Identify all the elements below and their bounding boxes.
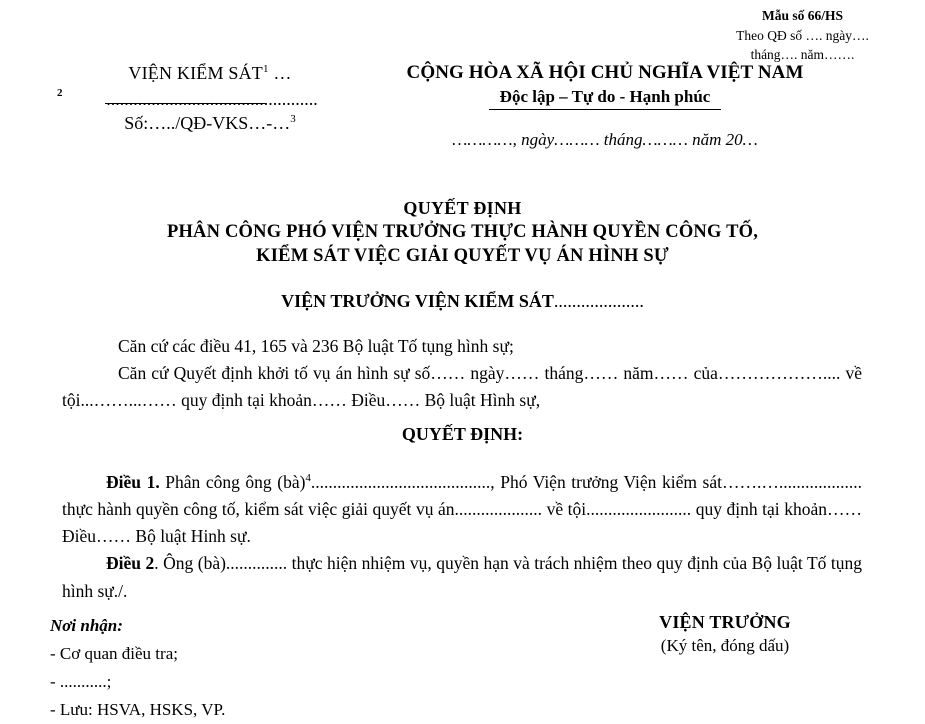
document-title-block: [0, 198, 925, 267]
recipients-title: Nơi nhận:: [50, 616, 123, 635]
articles-block: [62, 469, 862, 605]
document-header: [0, 62, 925, 172]
agency-dotted-fill: ...............................................: [106, 89, 318, 107]
legal-basis-1: Căn cứ các điều 41, 165 và 236 Bộ luật Tố tụng hình sự;: [118, 336, 514, 356]
article-1-text-before: Phân công ông (bà): [159, 472, 306, 492]
agency-second-footnote-marker: 2: [57, 87, 63, 100]
title-line-1: QUYẾT ĐỊNH: [403, 198, 522, 218]
agency-suffix: …: [268, 63, 292, 83]
signature-block: [0, 612, 925, 718]
title-line-2: PHÂN CÔNG PHÓ VIỆN TRƯỞNG THỰC HÀNH QUYỀN CÔNG TỐ,: [166, 222, 759, 242]
signer-block: [560, 612, 890, 656]
date-line: …………, ngày……… tháng……… năm 20…: [452, 130, 758, 149]
document-number-text: Số:…../QĐ-VKS…-…: [124, 113, 291, 134]
recipient-item: - ...........;: [50, 672, 112, 692]
national-heading-block: [380, 62, 830, 150]
signer-title: VIỆN TRƯỞNG: [659, 612, 791, 632]
legal-basis-2: Căn cứ Quyết định khởi tố vụ án hình sự số…… ngày…… tháng…… năm…… của……………….... về tội...……...…… quy định tại khoản…… Điều…… Bộ luật Hình sự,: [62, 363, 862, 411]
form-code-title: Mẫu số 66/HS: [761, 8, 843, 23]
issuing-agency-name: [45, 62, 375, 85]
agency-footnote-marker: 1: [262, 63, 269, 75]
agency-rule: [105, 103, 265, 104]
document-number-footnote-marker: 3: [290, 113, 296, 126]
national-motto: Độc lập – Tự do - Hạnh phúc: [499, 87, 711, 106]
article-2-text-after: . Ông (bà).............. thực hiện nhiệm vụ, quyền hạn và trách nhiệm theo quy định của Bộ luật Tố tụng hình sự./.: [62, 553, 863, 601]
agency-blank-line: [45, 86, 375, 108]
issuing-agency-block: [45, 62, 375, 136]
national-title: CỘNG HÒA XÃ HỘI CHỦ NGHĨA VIỆT NAM: [406, 62, 804, 83]
recipient-item: - Cơ quan điều tra;: [50, 644, 178, 664]
article-1-label: Điều 1.: [106, 472, 160, 492]
recipients-block: [50, 612, 410, 724]
legal-basis-block: [62, 333, 862, 414]
article-1-footnote-marker: 4: [305, 472, 311, 485]
signer-note: (Ký tên, đóng dấu): [660, 636, 790, 655]
form-code-block: [690, 6, 915, 65]
subject-dots: ....................: [553, 291, 644, 311]
subject-line: [0, 291, 925, 312]
title-line-3: KIỂM SÁT VIỆC GIẢI QUYẾT VỤ ÁN HÌNH SỰ: [256, 246, 669, 266]
form-code-line-1: Theo QĐ số …. ngày….: [736, 27, 869, 43]
subject-label: VIỆN TRƯỞNG VIỆN KIỂM SÁT: [281, 291, 554, 311]
article-1-text-after: ........................................., Phó Viện trưởng Viện kiểm sát…….…................... thực hành quyền công tố, kiểm sát việc giải quyết vụ án.................... về tội........................ quy định tại khoản…… Điều…… Bộ luật Hinh sự.: [62, 472, 862, 547]
article-2: [62, 550, 862, 604]
agency-label: VIỆN KIỂM SÁT: [128, 63, 263, 83]
article-1: [62, 469, 862, 550]
national-motto-rule: [489, 109, 721, 110]
document-number: [45, 112, 375, 135]
article-2-label: Điều 2: [106, 553, 155, 574]
form-code-line-2: tháng…. năm…….: [750, 47, 855, 63]
decide-heading: QUYẾT ĐỊNH:: [401, 424, 524, 444]
recipient-item: - Lưu: HSVA, HSKS, VP.: [50, 700, 226, 720]
